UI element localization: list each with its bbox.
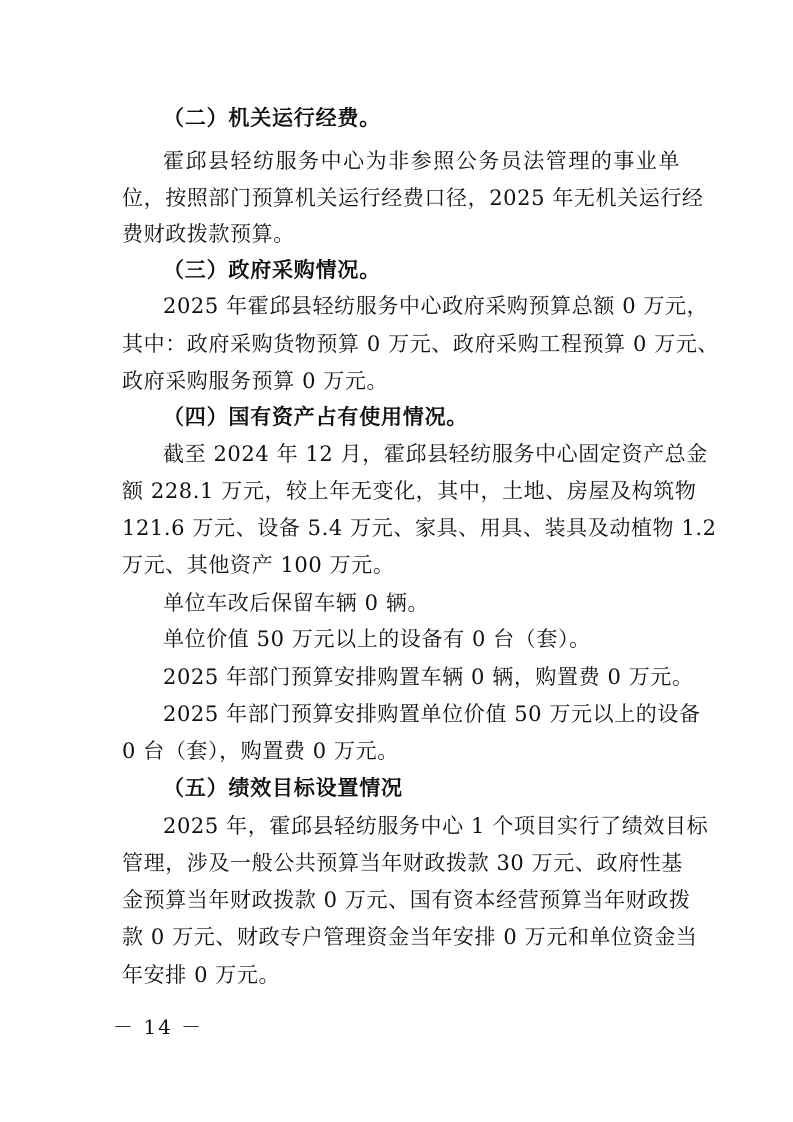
paragraph-line: 万元、其他资产 100 万元。	[122, 553, 395, 577]
paragraph-line: 2025 年部门预算安排购置单位价值 50 万元以上的设备	[163, 702, 701, 726]
paragraph-line: 121.6 万元、设备 5.4 万元、家具、用具、装具及动植物 1.2	[122, 516, 717, 540]
paragraph-line: 额 228.1 万元，较上年无变化，其中，土地、房屋及构筑物	[122, 479, 697, 503]
section-heading-4: （四）国有资产占有使用情况。	[163, 405, 469, 429]
section-heading-2: （二）机关运行经费。	[163, 106, 381, 130]
page-number: － 14 －	[113, 1015, 204, 1039]
paragraph-line: 位，按照部门预算机关运行经费口径，2025 年无机关运行经	[122, 186, 704, 210]
section-heading-3: （三）政府采购情况。	[163, 258, 381, 282]
paragraph-line: 其中：政府采购货物预算 0 万元、政府采购工程预算 0 万元、	[122, 332, 720, 356]
paragraph-line: 年安排 0 万元。	[122, 963, 281, 987]
paragraph-line: 2025 年部门预算安排购置车辆 0 辆，购置费 0 万元。	[163, 665, 694, 689]
paragraph-line: 2025 年霍邱县轻纺服务中心政府采购预算总额 0 万元，	[163, 294, 709, 318]
paragraph-line: 款 0 万元、财政专户管理资金当年安排 0 万元和单位资金当	[122, 925, 698, 949]
paragraph-line: 2025 年，霍邱县轻纺服务中心 1 个项目实行了绩效目标	[163, 814, 709, 838]
paragraph-line: 金预算当年财政拨款 0 万元、国有资本经营预算当年财政拨	[122, 888, 691, 912]
paragraph-line: 费财政拨款预算。	[122, 222, 295, 246]
paragraph-line: 霍邱县轻纺服务中心为非参照公务员法管理的事业单	[163, 149, 680, 173]
paragraph-line: 单位价值 50 万元以上的设备有 0 台（套）。	[163, 627, 591, 651]
paragraph-line: 管理，涉及一般公共预算当年财政拨款 30 万元、政府性基	[122, 851, 683, 875]
paragraph-line: 政府采购服务预算 0 万元。	[122, 369, 389, 393]
paragraph-line: 单位车改后保留车辆 0 辆。	[163, 591, 430, 615]
paragraph-line: 截至 2024 年 12 月，霍邱县轻纺服务中心固定资产总金	[163, 442, 708, 466]
section-heading-5: （五）绩效目标设置情况	[163, 776, 403, 800]
paragraph-line: 0 台（套），购置费 0 万元。	[122, 739, 399, 763]
